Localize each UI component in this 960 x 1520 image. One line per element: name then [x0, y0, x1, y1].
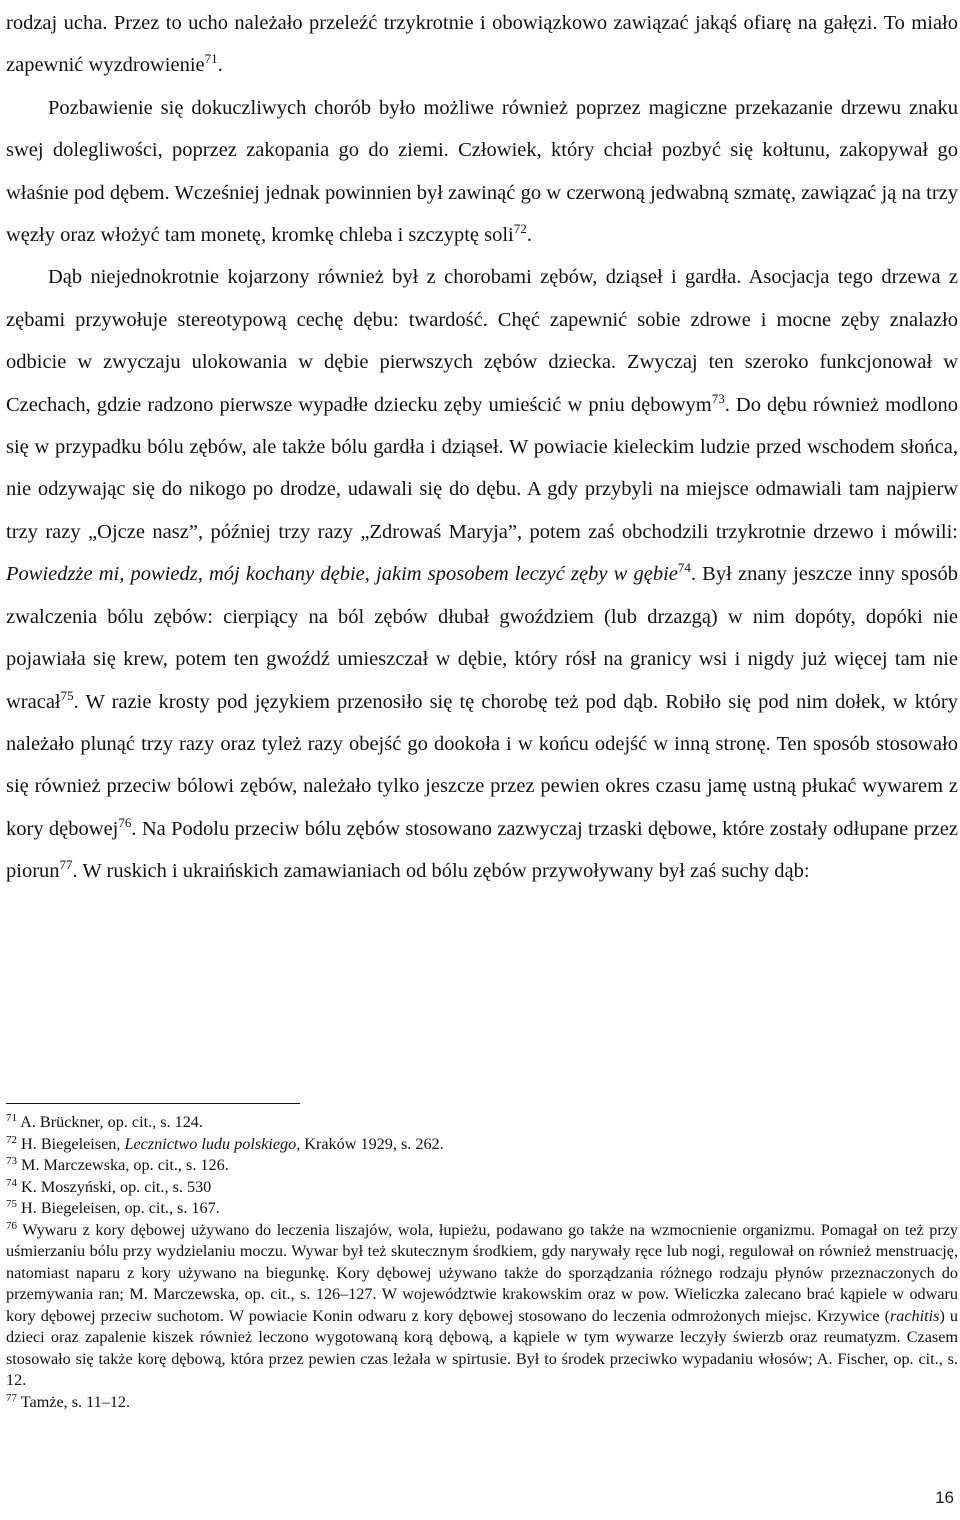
footnote-text: Wywaru z kory dębowej używano do leczenia liszajów, wola, łupieżu, podawano go także na wzmocnienie organizmu. Pomagał on też przy uśmierzaniu bólu przy wydzielaniu moczu. Wywar był też skutecznym środkiem, gdy narywały ręce lub nogi, regulował on również menstruację, natomiast naparu z kory używano na biegunkę. Kory dębowej używano także do sporządzania różnego rodzaju płynów przeznaczonych do przemywania ran; M. Marczewska, op. cit., s. 126–127. W województwie krakowskim oraz w pow. Wieliczka zalecano brać kąpiele w odwaru kory dębowej przeciw suchotom. W powiacie Konin odwaru z kory dębowej stosowano do leczenia odmrożonych miejsc. Krzywice (	[6, 1220, 958, 1325]
footnote-number: 71	[6, 1112, 17, 1124]
footnote-number: 77	[6, 1391, 17, 1404]
footnote-ref-76: 76	[118, 814, 132, 830]
footnote-number: 74	[6, 1176, 17, 1189]
footnote-ref-74: 74	[677, 560, 691, 576]
paragraph-2	[6, 87, 958, 257]
paragraph-text: Dąb niejednokrotnie kojarzony również był z chorobami zębów, dziąseł i gardła. Asocjacja tego drzewa z zębami przywołuje stereotypową cechę dębu: twardość. Chęć zapewnić sobie zdrowe i mocne zęby znalazło odbicie w zwyczaju ulokowania w dębie pierwszych zębów dziecka. Zwyczaj ten szeroko funkcjonował w Czechach, gdzie radzono pierwsze wypadłe dziecku zęby umieścić w pniu dębowym	[6, 266, 958, 416]
italic-quote: Powiedzże mi, powiedz, mój kochany dębie, jakim sposobem leczyć zęby w gębie	[6, 563, 678, 586]
footnote-ref-77: 77	[59, 857, 73, 873]
paragraph-text: . Był znany jeszcze inny sposób zwalczenia bólu zębów: cierpiący na ból zębów dłubał gwoździem (lub drzazgą) w nim dopóty, dopóki nie pojawiała się krew, potem ten gwoźdź umieszczał w dębie, który rósł na granicy wsi i nigdy już więcej tam nie wracał	[6, 563, 958, 713]
paragraph-text: . W razie krosty pod językiem przenosiło się tę chorobę też pod dąb. Robiło się pod nim dołek, w który należało plunąć trzy razy oraz tyleż razy obejść go dookoła i w końcu odejść w inną stronę. Ten sposób stosowało się również przeciw bólowi zębów, należało tylko jeszcze przez pewien okres czasu jamę ustną płukać wywarem z kory dębowej	[6, 690, 958, 840]
page-number: 16	[935, 1488, 954, 1507]
footnote-number: 72	[6, 1133, 17, 1146]
footnote-73	[6, 1155, 958, 1177]
footnote-72	[6, 1134, 958, 1156]
footnote-71	[6, 1112, 958, 1134]
footnote-number: 73	[6, 1155, 17, 1167]
footnote-title: Lecznictwo ludu polskiego	[124, 1134, 297, 1153]
footnote-number: 75	[6, 1198, 17, 1210]
paragraph-text: Pozbawienie się dokuczliwych chorób było możliwe również poprzez magiczne przekazanie drzewu znaku swej dolegliwości, poprzez zakopania go do ziemi. Człowiek, który chciał pozbyć się kołtunu, zakopywał go właśnie pod dębem. Wcześniej jednak powinnien był zawinąć go w czerwoną jedwabną szmatę, zawiązać ją na trzy węzły oraz włożyć tam monetę, kromkę chleba i szczyptę soli	[6, 96, 958, 247]
footnote-text: K. Moszyński, op. cit., s. 530	[17, 1177, 212, 1196]
paragraph-text: .	[217, 54, 223, 77]
footnote-separator	[6, 1103, 300, 1104]
footnote-italic: rachitis	[889, 1306, 940, 1325]
paragraph-text: . Na Podolu przeciw bólu zębów stosowano zazwyczaj trzaski dębowe, które zostały odłupane przez piorun	[6, 817, 958, 883]
footnote-74	[6, 1177, 958, 1199]
footnote-text: H. Biegeleisen,	[17, 1134, 125, 1153]
footnote-76	[6, 1220, 958, 1392]
footnote-ref-72: 72	[513, 221, 527, 237]
footnote-text: M. Marczewska, op. cit., s. 126.	[17, 1156, 229, 1174]
paragraph-text: .	[526, 224, 532, 247]
footnote-text: , Kraków 1929, s. 262.	[296, 1134, 444, 1153]
paragraph-text: . Do dębu również modlono się w przypadku bólu zębów, ale także bólu gardła i dziąseł. W powiacie kieleckim ludzie przed wschodem słońca, nie odzywając się do nikogo po drodze, udawali się do dębu. A gdy przybyli na miejsce odmawiali tam najpierw trzy razy „Ojcze nasz”, później trzy razy „Zdrowaś Maryja”, potem zaś obchodzili trzykrotnie drzewo i mówili:	[6, 393, 958, 543]
paragraph-text: . W ruskich i ukraińskich zamawianiach od bólu zębów przywoływany był zaś suchy dąb:	[72, 860, 810, 883]
footnote-text: Tamże, s. 11–12.	[17, 1392, 131, 1411]
footnote-ref-75: 75	[60, 687, 74, 703]
main-text	[6, 2, 958, 893]
footnote-number: 76	[6, 1219, 17, 1232]
paragraph-1	[6, 2, 958, 87]
footnote-text: H. Biegeleisen, op. cit., s. 167.	[17, 1199, 220, 1217]
paragraph-3	[6, 256, 958, 892]
footnote-text: ) u dzieci oraz zapalenie kiszek również leczono wygotowaną korą dębową, a kąpiele w tym wywarze leczyły świerzb oraz reumatyzm. Czasem stosowało się także korę dębową, która przez pewien czas leżała w spirtusie. Był to środek przeciwko wypadaniu włosów; A. Fischer, op. cit., s. 12.	[6, 1306, 958, 1389]
footnote-ref-73: 73	[711, 390, 725, 406]
footnotes-list	[6, 1112, 958, 1413]
footnote-ref-71: 71	[204, 51, 218, 67]
paragraph-text: rodzaj ucha. Przez to ucho należało przeleźć trzykrotnie i obowiązkowo zawiązać jakąś ofiarę na gałęzi. To miało zapewnić wyzdrowienie	[6, 12, 958, 77]
footnote-75	[6, 1198, 958, 1220]
footnote-text: A. Brückner, op. cit., s. 124.	[17, 1113, 203, 1131]
document-page	[6, 0, 958, 1520]
footnote-77	[6, 1392, 958, 1414]
